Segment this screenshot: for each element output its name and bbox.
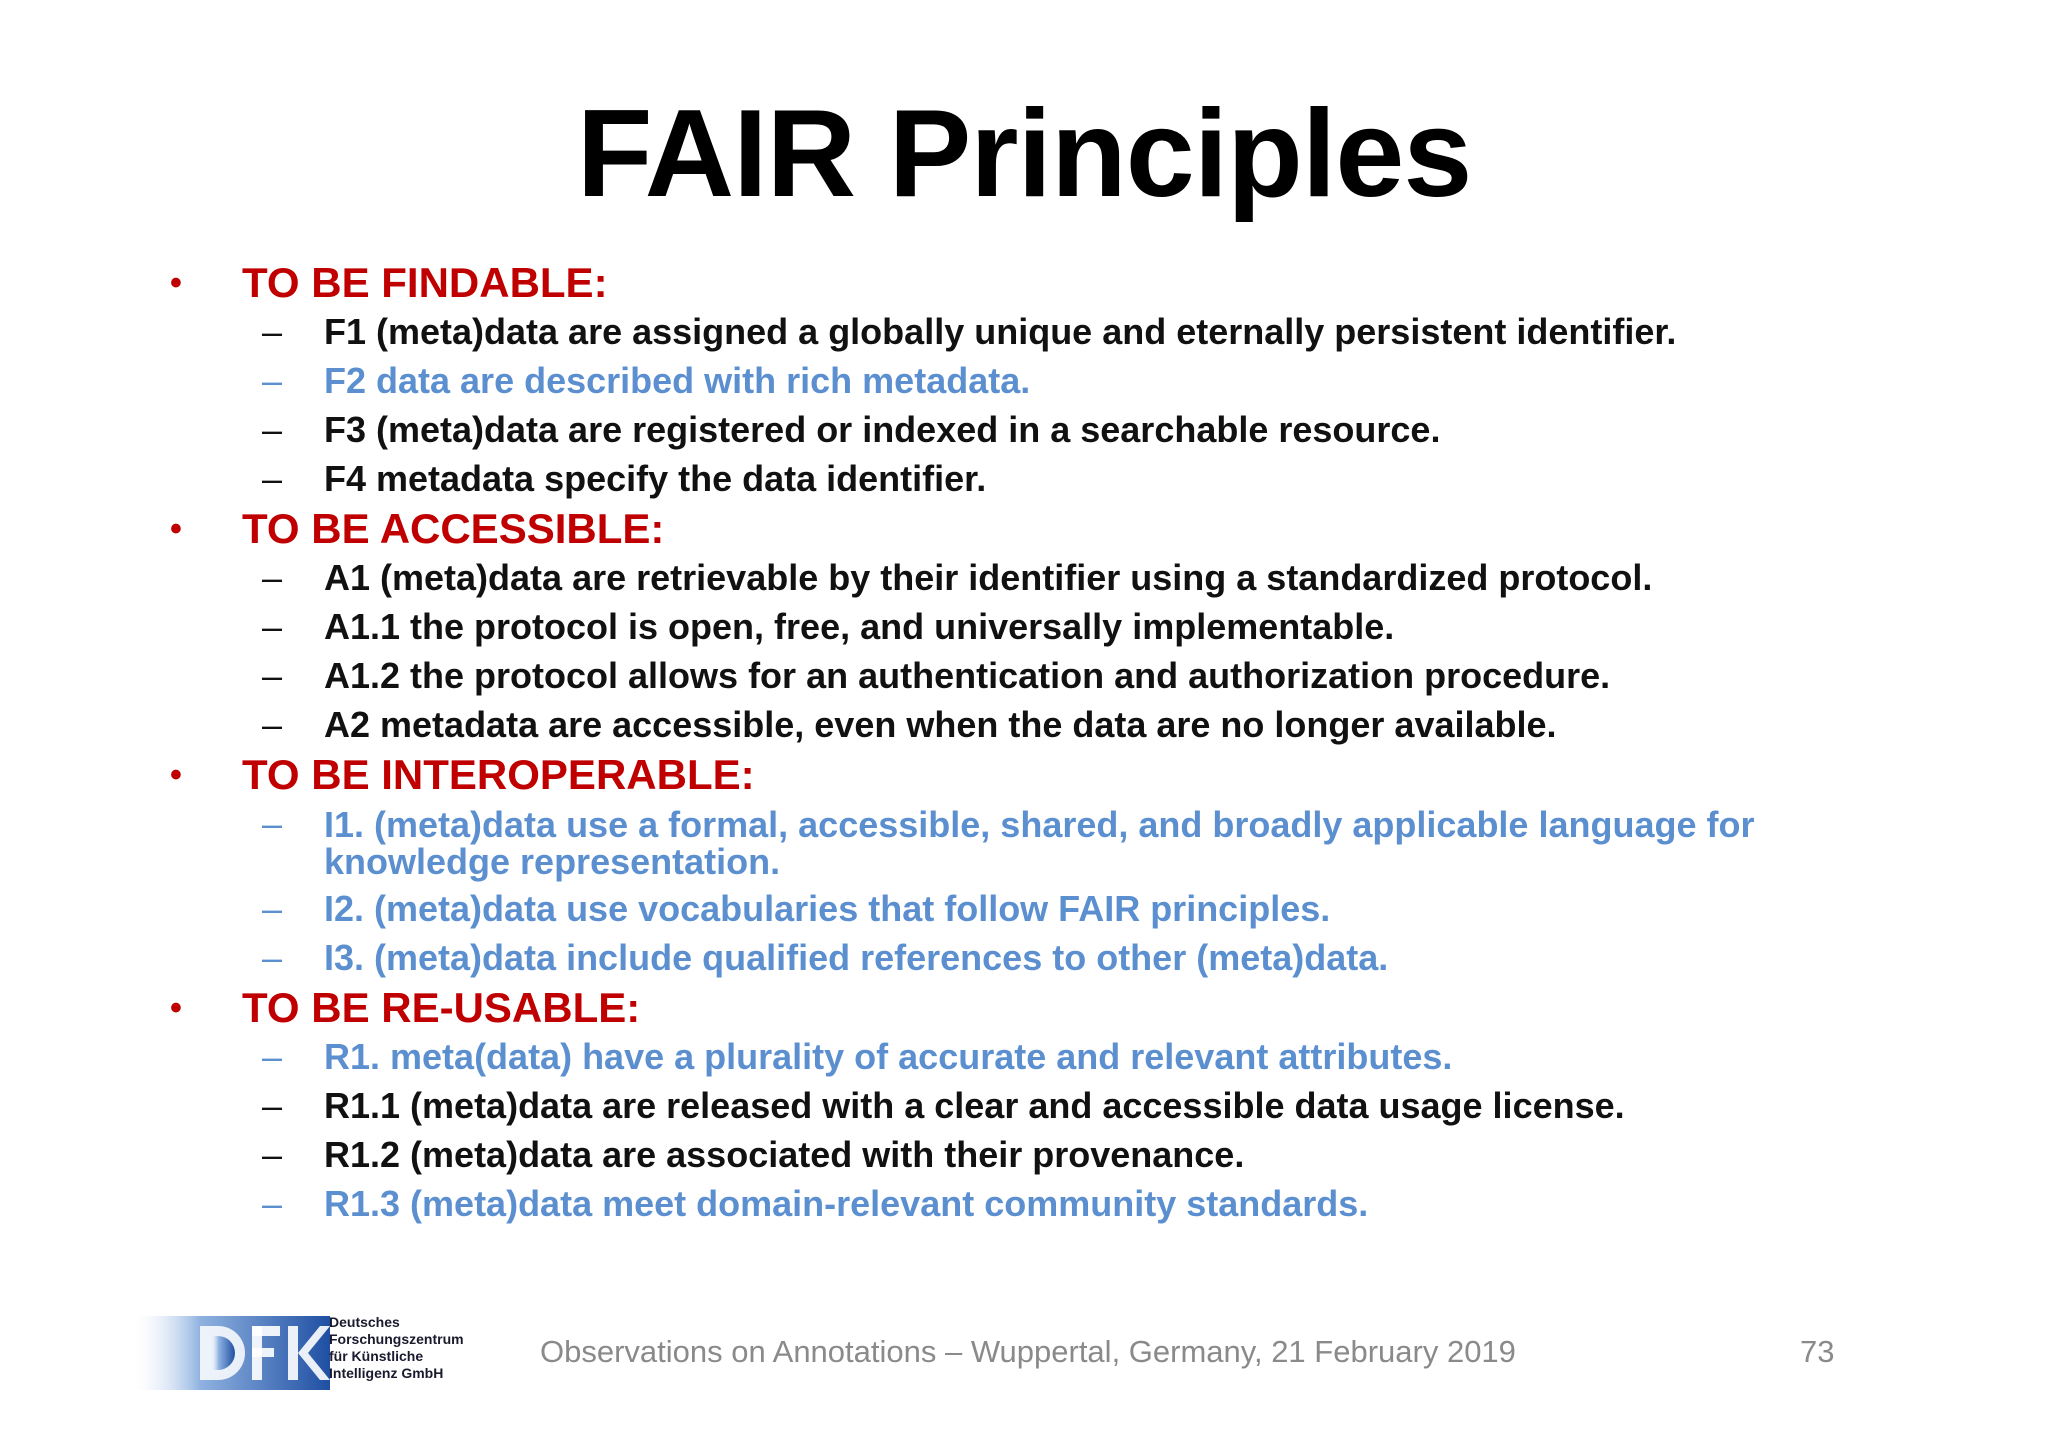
section-heading: TO BE ACCESSIBLE: [242, 505, 665, 552]
list-item [170, 1131, 1890, 1180]
section-heading-row [170, 750, 1890, 800]
dash-icon: – [262, 1134, 283, 1175]
item-text: F3 (meta)data are registered or indexed in a searchable resource. [324, 409, 1441, 450]
list-item [170, 652, 1890, 701]
slide-footer [0, 1300, 2048, 1400]
page-number: 73 [1800, 1334, 1835, 1369]
principles-list [170, 258, 1890, 1229]
dash-icon: – [262, 888, 283, 929]
bullet-icon: • [170, 263, 182, 302]
section-interoperable [170, 750, 1890, 983]
list-item [170, 308, 1890, 357]
section-reusable [170, 983, 1890, 1229]
item-text: A2 metadata are accessible, even when the data are no longer available. [324, 704, 1557, 745]
dfki-logo [130, 1316, 330, 1390]
dash-icon: – [262, 311, 283, 352]
footer-caption: Observations on Annotations – Wuppertal, Germany, 21 February 2019 [540, 1334, 1516, 1369]
item-text: I3. (meta)data include qualified references to other (meta)data. [324, 937, 1389, 978]
list-item [170, 1082, 1890, 1131]
section-heading: TO BE RE-USABLE: [242, 984, 641, 1031]
item-text: A1.2 the protocol allows for an authentication and authorization procedure. [324, 655, 1611, 696]
dash-icon: – [262, 1183, 283, 1224]
list-item [170, 934, 1890, 983]
list-item [170, 800, 1884, 885]
list-item [170, 455, 1890, 504]
dash-icon: – [262, 1036, 283, 1077]
list-item [170, 603, 1890, 652]
item-list [170, 800, 1890, 983]
item-list [170, 308, 1890, 504]
list-item [170, 357, 1890, 406]
bullet-icon: • [170, 509, 182, 548]
list-item [170, 1180, 1890, 1229]
item-text: F4 metadata specify the data identifier. [324, 458, 987, 499]
list-item [170, 554, 1890, 603]
list-item [170, 1033, 1890, 1082]
item-text: I1. (meta)data use a formal, accessible, shared, and broadly applicable language for knowledge representation. [324, 804, 1755, 882]
item-text: F2 data are described with rich metadata. [324, 360, 1031, 401]
section-heading: TO BE INTEROPERABLE: [242, 751, 755, 798]
list-item [170, 885, 1890, 934]
item-text: A1 (meta)data are retrievable by their identifier using a standardized protocol. [324, 557, 1653, 598]
bullet-icon: • [170, 988, 182, 1027]
item-text: A1.1 the protocol is open, free, and universally implementable. [324, 606, 1395, 647]
logo-line: Deutsches [329, 1314, 400, 1330]
item-text: I2. (meta)data use vocabularies that follow FAIR principles. [324, 888, 1331, 929]
dash-icon: – [262, 606, 283, 647]
item-list [170, 1033, 1890, 1229]
section-findable [170, 258, 1890, 504]
dash-icon: – [262, 704, 283, 745]
item-list [170, 554, 1890, 750]
item-text: R1.1 (meta)data are released with a clear and accessible data usage license. [324, 1085, 1625, 1126]
dash-icon: – [262, 655, 283, 696]
logo-line: Intelligenz GmbH [329, 1365, 444, 1381]
list-item [170, 701, 1890, 750]
dash-icon: – [262, 458, 283, 499]
dash-icon: – [262, 360, 283, 401]
dash-icon: – [262, 409, 283, 450]
item-text: F1 (meta)data are assigned a globally unique and eternally persistent identifier. [324, 311, 1677, 352]
item-text: R1.2 (meta)data are associated with their provenance. [324, 1134, 1245, 1175]
section-heading-row [170, 258, 1890, 308]
logo-text [329, 1314, 464, 1382]
section-heading-row [170, 504, 1890, 554]
dash-icon: – [262, 937, 283, 978]
bullet-icon: • [170, 755, 182, 794]
section-heading-row [170, 983, 1890, 1033]
dash-icon: – [262, 803, 283, 844]
slide-title: FAIR Principles [576, 85, 1472, 223]
logo-line: für Künstliche [329, 1348, 424, 1364]
section-heading: TO BE FINDABLE: [242, 259, 608, 306]
dash-icon: – [262, 1085, 283, 1126]
section-accessible [170, 504, 1890, 750]
item-text: R1.3 (meta)data meet domain-relevant community standards. [324, 1183, 1369, 1224]
item-text: R1. meta(data) have a plurality of accurate and relevant attributes. [324, 1036, 1453, 1077]
logo-line: Forschungszentrum [329, 1331, 464, 1347]
list-item [170, 406, 1890, 455]
dash-icon: – [262, 557, 283, 598]
